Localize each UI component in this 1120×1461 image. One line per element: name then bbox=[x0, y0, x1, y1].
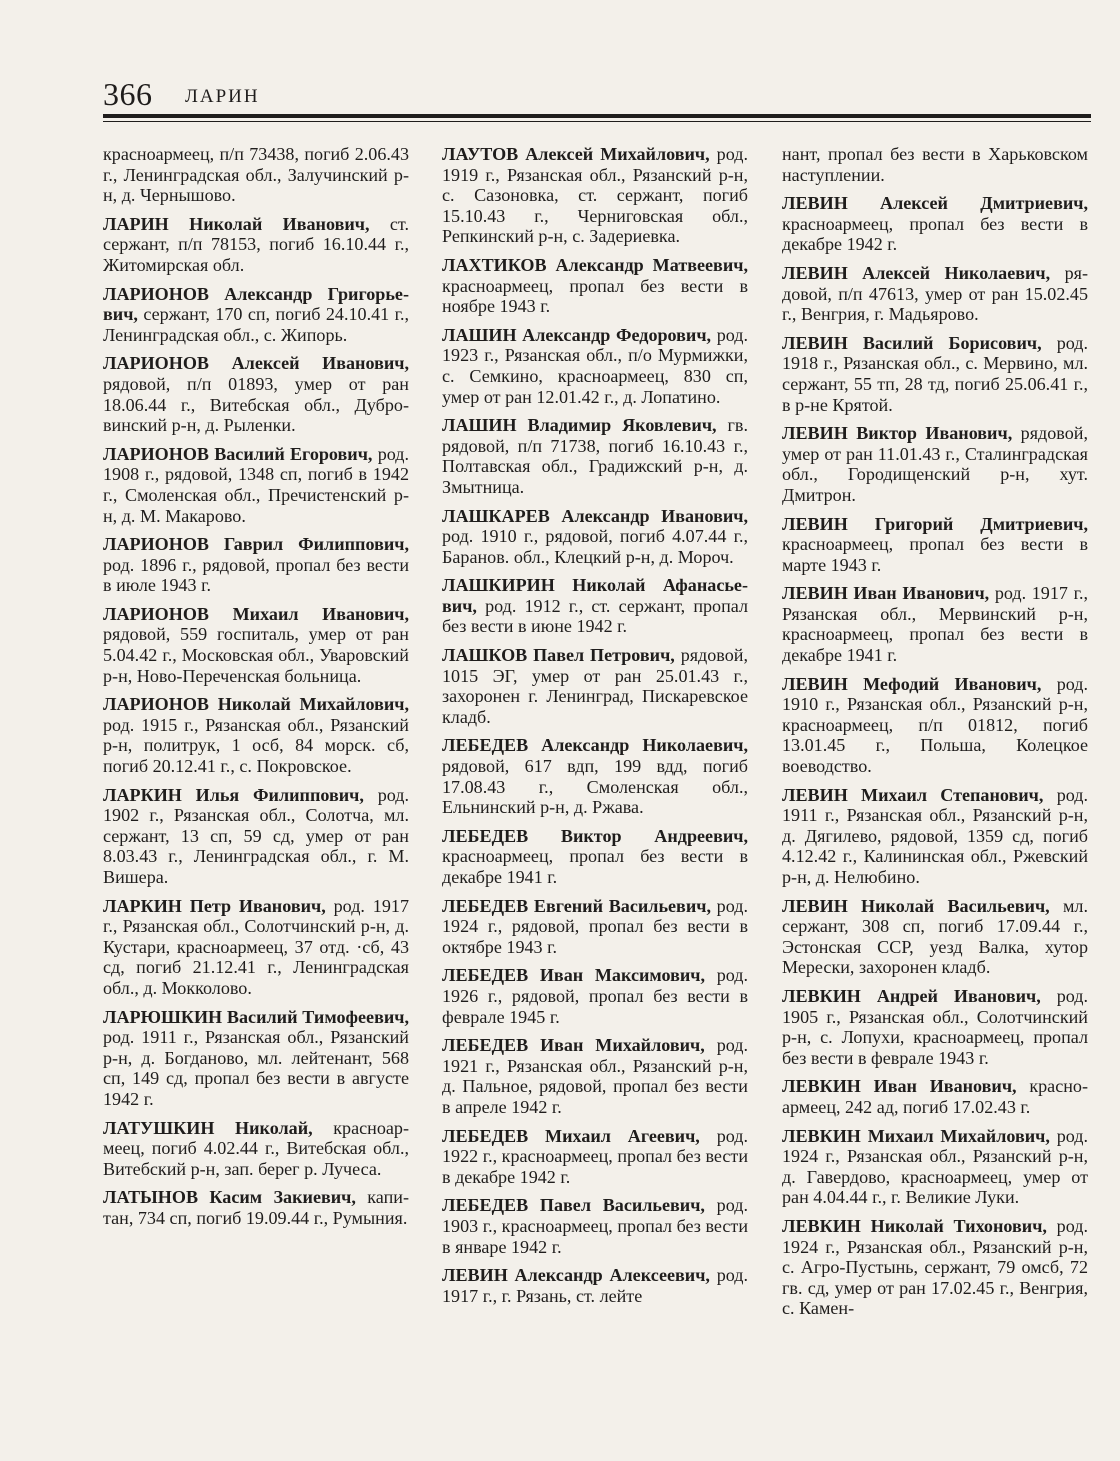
column-3 bbox=[782, 144, 1088, 1327]
dictionary-entry bbox=[782, 1126, 1088, 1208]
dictionary-entry bbox=[103, 1007, 409, 1110]
entry-text: красноармеец, пропал без вести в декабре 1941 г. bbox=[442, 846, 748, 887]
dictionary-entry bbox=[782, 583, 1088, 665]
entry-headword: ЛЕВИН Мефодий Иванович, bbox=[782, 673, 1042, 694]
dictionary-entry bbox=[442, 575, 748, 637]
dictionary-entry bbox=[103, 534, 409, 596]
entry-headword: ЛАРИОНОВ Николай Михайлович, bbox=[103, 694, 409, 715]
entry-text: рядовой, умер от ран 11.01.43 г., Сталинградская обл., Городищенский р-н, хут. Дмитрон. bbox=[782, 423, 1088, 505]
entry-headword: ЛАРКИН Петр Иванович, bbox=[103, 895, 326, 916]
entry-text: капитан, 734 сп, погиб 19.09.44 г., Румыния. bbox=[103, 1187, 410, 1228]
entry-headword: ЛЕВИН Василий Борисович, bbox=[782, 332, 1042, 353]
entry-text: род. 1921 г., Рязанская обл., Рязанский р-н, д. Пальное, рядовой, пропал без вести в апреле 1942 г. bbox=[442, 1035, 748, 1117]
dictionary-entry bbox=[442, 255, 748, 317]
entry-headword: ЛЕВИН Алексей Дмитриевич, bbox=[782, 193, 1088, 214]
dictionary-entry bbox=[103, 896, 409, 999]
entry-headword: ЛАРИОНОВ Василий Егорович, bbox=[103, 443, 373, 464]
entry-text: род. 1922 г., красноармеец, пропал без вести в декабре 1942 г. bbox=[442, 1125, 748, 1187]
entry-text: красноармеец, пропал без вести в ноябре 1943 г. bbox=[442, 275, 748, 317]
entry-text: род. 1902 г., Рязанская обл., Солотча, мл. сержант, 13 сп, 59 сд, умер от ран 8.03.43 г., Ленинградская обл., г. М. Вишера. bbox=[103, 784, 409, 887]
entry-headword: ЛЕБЕДЕВ Виктор Андреевич, bbox=[442, 825, 748, 846]
entry-text: рядовой, п/п 47613, умер от ран 15.02.45 г., Венгрия, г. Мадьярово. bbox=[782, 262, 1088, 325]
dictionary-entry bbox=[442, 1126, 748, 1188]
dictionary-entry bbox=[103, 1118, 409, 1180]
page-header bbox=[103, 72, 1091, 112]
entry-headword: ЛЕВИН Алексей Николаевич, bbox=[782, 262, 1051, 283]
entry-text: род. 1919 г., Рязанская обл., Рязанский р-н, с. Сазоновка, ст. сержант, погиб 15.10.43 г., Черниговская обл., Репкинский р-н, с. Задериевка. bbox=[442, 144, 748, 247]
entry-headword: ЛАШКАРЕВ Александр Иванович, bbox=[442, 505, 748, 526]
dictionary-entry bbox=[442, 1265, 748, 1306]
entry-headword: ЛАРИОНОВ Алексей Иванович, bbox=[103, 353, 409, 374]
running-head: ЛАРИН bbox=[185, 86, 260, 107]
entry-text: род. 1924 г., Рязанская обл., Рязанский р-н, с. Агро-Пустынь, сержант, 79 омсб, 72 гв. сд, умер от ран 17.02.45 г., Венгрия, с. Камен- bbox=[782, 1215, 1088, 1319]
entry-continuation bbox=[103, 144, 409, 206]
dictionary-entry bbox=[782, 896, 1088, 978]
entry-headword: ЛЕВИН Александр Алексеевич, bbox=[442, 1265, 710, 1286]
dictionary-entry bbox=[782, 785, 1088, 888]
dictionary-entry bbox=[103, 1187, 409, 1228]
dictionary-entry bbox=[103, 785, 409, 888]
entry-headword: ЛЕБЕДЕВ Иван Максимович, bbox=[442, 965, 706, 986]
entry-headword: ЛАРИОНОВ Гаврил Филиппович, bbox=[103, 534, 409, 555]
entry-text: род. 1911 г., Рязанская обл., Рязанский р-н, д. Дягилево, рядовой, 1359 сд, погиб 4.12.42 г., Калининская обл., Ржевский р-н, д. Нелюбино. bbox=[782, 784, 1088, 887]
entry-text: род. 1903 г., красноармеец, пропал без вести в январе 1942 г. bbox=[442, 1195, 748, 1257]
entry-headword: ЛАШКОВ Павел Петрович, bbox=[442, 645, 675, 666]
entry-headword: ЛЕВКИН Иван Иванович, bbox=[782, 1076, 1017, 1097]
entry-text: род. 1926 г., рядовой, пропал без вести в феврале 1945 г. bbox=[442, 965, 748, 1027]
dictionary-entry bbox=[442, 506, 748, 568]
dictionary-entry bbox=[442, 965, 748, 1027]
dictionary-entry bbox=[103, 353, 409, 435]
dictionary-entry bbox=[782, 193, 1088, 255]
entry-continuation bbox=[782, 144, 1088, 185]
dictionary-entry bbox=[782, 514, 1088, 576]
entry-headword: ЛАХТИКОВ Александр Матвеевич, bbox=[442, 254, 748, 275]
entry-text: род. 1917 г., Рязанская обл., Солотчинский р-н, д. Кустари, красноармеец, 37 отд. ·сб, 43 сд, погиб 21.12.41 г., Ленинградская обл., д. Мокколово. bbox=[103, 895, 409, 998]
entry-headword: ЛАРИОНОВ Александр Григорьевич, bbox=[103, 283, 409, 325]
column-1 bbox=[103, 144, 409, 1237]
dictionary-entry bbox=[442, 896, 748, 958]
entry-headword: ЛЕВИН Иван Иванович, bbox=[782, 583, 990, 604]
entry-text: нант, пропал без вести в Харьковском наступлении. bbox=[782, 144, 1088, 185]
entry-headword: ЛАРИОНОВ Михаил Иванович, bbox=[103, 603, 409, 624]
header-rule-thick bbox=[103, 114, 1091, 118]
entry-text: мл. сержант, 308 сп, погиб 17.09.44 г., Эстонская ССР, уезд Валка, хутор Мерески, захоронен кладб. bbox=[782, 895, 1088, 978]
entry-text: род. 1905 г., Рязанская обл., Солотчинский р-н, с. Лопухи, красноармеец, пропал без вести в феврале 1943 г. bbox=[782, 985, 1089, 1068]
entry-text: красноармеец, пропал без вести в марте 1943 г. bbox=[782, 534, 1088, 575]
entry-headword: ЛАШИН Владимир Яковлевич, bbox=[442, 415, 717, 436]
entry-text: род. 1917 г., г. Рязань, ст. лейте bbox=[442, 1265, 749, 1306]
dictionary-entry bbox=[442, 1035, 748, 1117]
dictionary-entry bbox=[442, 325, 748, 407]
entry-headword: ЛЕВИН Николай Васильевич, bbox=[782, 895, 1050, 916]
entry-text: род. 1911 г., Рязанская обл., Рязанский р-н, д. Богданово, мл. лейтенант, 568 сп, 149 сд, пропал без вести в августе 1942 г. bbox=[103, 1027, 409, 1109]
entry-text: рядовой, п/п 01893, умер от ран 18.06.44 г., Витебская обл., Дубровинский р-н, д. Рыленки. bbox=[103, 373, 409, 436]
dictionary-entry bbox=[442, 1195, 748, 1257]
entry-text: род. 1915 г., Рязанская обл., Рязанский р-н, политрук, 1 осб, 84 морск. сб, погиб 20.12.41 г., с. Покровское. bbox=[103, 714, 409, 777]
dictionary-entry bbox=[782, 1216, 1088, 1319]
column-2 bbox=[442, 144, 748, 1314]
entry-headword: ЛЕБЕДЕВ Евгений Васильевич, bbox=[442, 895, 711, 916]
dictionary-entry bbox=[103, 284, 409, 346]
entry-headword: ЛАРИН Николай Иванович, bbox=[103, 213, 370, 234]
entry-headword: ЛАРКИН Илья Филиппович, bbox=[103, 784, 364, 805]
entry-text: род. 1896 г., рядовой, пропал без вести в июле 1943 г. bbox=[103, 554, 409, 596]
entry-headword: ЛАРЮШКИН Василий Тимофеевич, bbox=[103, 1006, 409, 1027]
entry-text: рядовой, 1015 ЭГ, умер от ран 25.01.43 г., захоронен г. Ленинград, Пискаревское кладб. bbox=[442, 645, 748, 727]
dictionary-entry bbox=[782, 333, 1088, 415]
dictionary-entry bbox=[442, 735, 748, 817]
entry-text: гв. рядовой, п/п 71738, погиб 16.10.43 г., Полтавская обл., Градижский р-н, д. Змытница. bbox=[442, 415, 748, 497]
entry-headword: ЛАШИН Александр Федорович, bbox=[442, 324, 712, 345]
entry-text: рядовой, 559 госпиталь, умер от ран 5.04.42 г., Московская обл., Уваровский р-н, Ново-Переченская больница. bbox=[103, 624, 409, 686]
entry-text: род. 1924 г., Рязанская обл., Рязанский р-н, д. Гавердово, красноармеец, умер от ран 4.04.44 г., г. Великие Луки. bbox=[782, 1125, 1088, 1208]
dictionary-entry bbox=[103, 444, 409, 526]
entry-text: род. 1908 г., рядовой, 1348 сп, погиб в 1942 г., Смоленская обл., Пречистенский р-н, д. М. Макарово. bbox=[103, 443, 409, 526]
entry-text: род. 1924 г., рядовой, пропал без вести в октябре 1943 г. bbox=[442, 895, 748, 957]
dictionary-entry bbox=[782, 263, 1088, 325]
entry-headword: ЛАТЫНОВ Касим Закиевич, bbox=[103, 1187, 356, 1208]
entry-headword: ЛЕВКИН Николай Тихонович, bbox=[782, 1215, 1047, 1236]
entry-headword: ЛЕБЕДЕВ Александр Николаевич, bbox=[442, 735, 748, 756]
page-number: 366 bbox=[103, 76, 153, 112]
dictionary-entry bbox=[782, 1076, 1088, 1117]
entry-headword: ЛЕБЕДЕВ Иван Михайлович, bbox=[442, 1035, 705, 1056]
entry-text: род. 1923 г., Рязанская обл., п/о Мурмижки, с. Семкино, красноармеец, 830 сп, умер от ран 12.01.42 г., д. Лопатино. bbox=[442, 324, 748, 407]
entry-text: красноармеец, пропал без вести в декабре 1942 г. bbox=[782, 213, 1088, 255]
dictionary-entry bbox=[442, 826, 748, 888]
dictionary-entry bbox=[782, 423, 1088, 505]
entry-text: красноармеец, 242 ад, погиб 17.02.43 г. bbox=[782, 1076, 1089, 1117]
header-rule-thin bbox=[103, 121, 1091, 122]
dictionary-entry bbox=[442, 645, 748, 727]
dictionary-entry bbox=[442, 144, 748, 247]
entry-headword: ЛЕБЕДЕВ Михаил Агеевич, bbox=[442, 1125, 700, 1146]
entry-text: род. 1912 г., ст. сержант, пропал без вести в июне 1942 г. bbox=[442, 595, 748, 637]
dictionary-entry bbox=[103, 214, 409, 276]
dictionary-entry bbox=[782, 674, 1088, 777]
dictionary-entry bbox=[442, 415, 748, 497]
entry-text: род. 1917 г., Рязанская обл., Мервинский р-н, красноармеец, пропал без вести в декабре 1941 г. bbox=[782, 583, 1088, 666]
entry-text: род. 1910 г., рядовой, погиб 4.07.44 г., Баранов. обл., Клецкий р-н, д. Мороч. bbox=[442, 526, 748, 567]
dictionary-entry bbox=[103, 694, 409, 776]
entry-text: род. 1918 г., Рязанская обл., с. Мервино, мл. сержант, 55 тп, 28 тд, погиб 25.06.41 г., в р-не Крятой. bbox=[782, 332, 1088, 415]
entry-headword: ЛЕВИН Григорий Дмитриевич, bbox=[782, 513, 1088, 534]
entry-headword: ЛАУТОВ Алексей Михайлович, bbox=[442, 144, 710, 164]
entry-headword: ЛЕВКИН Андрей Иванович, bbox=[782, 985, 1041, 1006]
entry-headword: ЛЕВКИН Михаил Михайлович, bbox=[782, 1125, 1050, 1146]
entry-headword: ЛАШКИРИН Николай Афанасьевич, bbox=[442, 575, 748, 616]
entry-headword: ЛЕБЕДЕВ Павел Васильевич, bbox=[442, 1195, 705, 1216]
entry-headword: ЛАТУШКИН Николай, bbox=[103, 1117, 313, 1138]
entry-text: красноармеец, погиб 4.02.44 г., Витебская обл., Витебский р-н, зап. берег р. Лучеса. bbox=[103, 1117, 409, 1179]
entry-text: сержант, 170 сп, погиб 24.10.41 г., Ленинградская обл., с. Жипорь. bbox=[103, 304, 409, 345]
entry-headword: ЛЕВИН Михаил Степанович, bbox=[782, 784, 1044, 805]
entry-text: ст. сержант, п/п 78153, погиб 16.10.44 г., Житомирская обл. bbox=[103, 213, 409, 275]
entry-headword: ЛЕВИН Виктор Иванович, bbox=[782, 423, 1013, 444]
entry-text: род. 1910 г., Рязанская обл., Рязанский р-н, красноармеец, п/п 01812, погиб 13.01.45 г., Польша, Колецкое воеводство. bbox=[782, 673, 1088, 777]
entry-text: красноармеец, п/п 73438, погиб 2.06.43 г., Ленинградская обл., Залучинский р-н, д. Чернышово. bbox=[103, 144, 409, 206]
entry-text: рядовой, 617 вдп, 199 вдд, погиб 17.08.43 г., Смоленская обл., Ельнинский р-н, д. Ржава. bbox=[442, 756, 748, 818]
dictionary-entry bbox=[782, 986, 1088, 1068]
dictionary-entry bbox=[103, 604, 409, 686]
